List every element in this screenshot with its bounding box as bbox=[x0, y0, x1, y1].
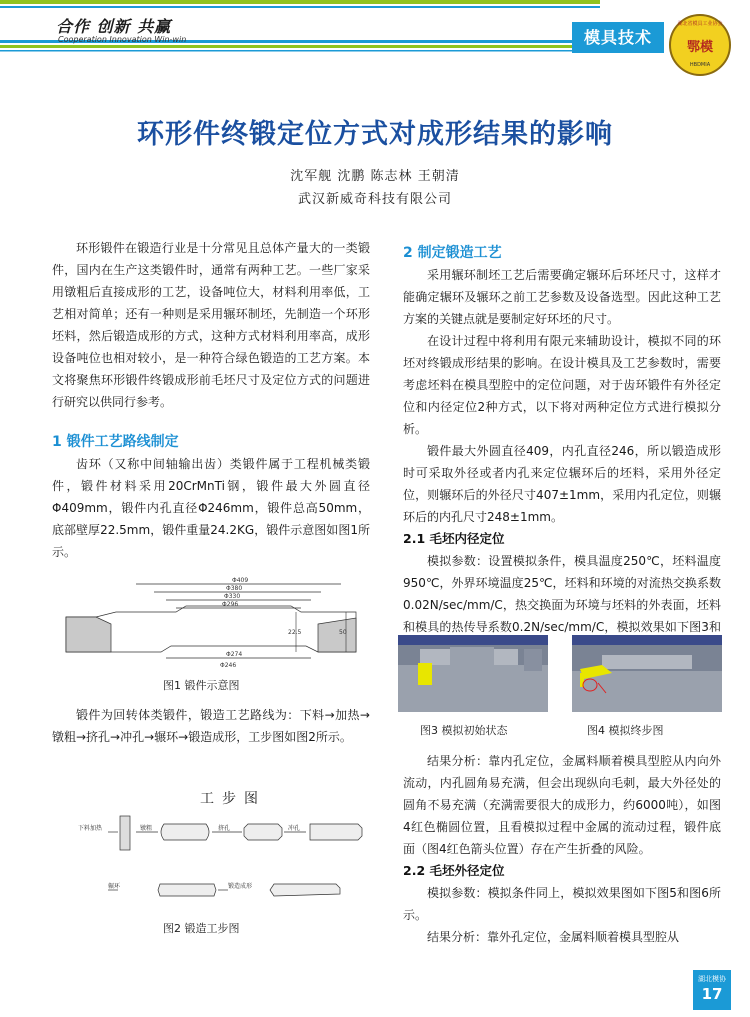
figure-3-simulation-initial bbox=[398, 635, 548, 712]
article-authors: 沈军舰 沈鹏 陈志林 王朝清 bbox=[290, 169, 460, 184]
fig1-dim-label: Φ274 bbox=[226, 651, 243, 658]
fig2-step-label: 辗环 bbox=[108, 883, 121, 890]
fig2-step-label: 冲孔 bbox=[288, 825, 301, 832]
logo-center-text: 鄂模 bbox=[686, 40, 713, 55]
fig1-dim-label: 22.5 bbox=[288, 629, 302, 636]
badge-label: 湖北模协 bbox=[698, 975, 726, 983]
slogan-cn: 合作 创新 共赢 bbox=[56, 17, 172, 36]
fig1-dim-label: Φ296 bbox=[222, 601, 239, 608]
figure-4-simulation-final bbox=[572, 635, 722, 712]
page-number: 17 bbox=[701, 985, 723, 1003]
section22-paragraph-2: 结果分析：靠外孔定位，金属料顺着模具型腔从 bbox=[427, 930, 680, 944]
figure-1-forging-drawing bbox=[56, 572, 368, 672]
logo-ring-text: 湖北省模具工业协会 bbox=[677, 21, 723, 27]
figure-3-caption: 图3 模拟初始状态 bbox=[420, 724, 508, 737]
figure-1-caption: 图1 锻件示意图 bbox=[163, 679, 240, 692]
section-heading-1: 1 锻件工艺路线制定 bbox=[52, 434, 179, 450]
left-column-top bbox=[52, 237, 370, 563]
fig2-step-label: 镦粗 bbox=[140, 825, 153, 832]
result-analysis-paragraph: 结果分析：靠内孔定位，金属料顺着模具型腔从内向外流动，内孔圆角易充满，但会出现纵向毛刺，最大外径处的圆角不易充满（充满需要很大的成形力，约6000吨），如图4红色椭圆位置，且看模拟过程中金属的流动过程，锻件底面（图4红色箭头位置）存在产生折叠的风险。 bbox=[403, 754, 721, 856]
section2-paragraph-1: 采用辗环制坯工艺后需要确定辗环后环坯尺寸，这样才能确定辗环及辗环之前工艺参数及设备选型。因此这种工艺方案的关键点就是要制定好环坯的尺寸。 bbox=[403, 268, 721, 326]
section21-paragraph: 模拟参数：设置模拟条件，模具温度250℃，坯料温度950℃，外界环境温度25℃，坯料和环境的对流热交换系数0.02N/sec/mm/C，热交换面为环境与坯料的外表面，坯料和模具的热传导系数0.2N/sec/mm/C，模拟效果如下图3和 bbox=[403, 554, 721, 634]
fig2-step-label: 锻造成形 bbox=[228, 883, 253, 890]
article-title: 环形件终锻定位方式对成形结果的影响 bbox=[137, 119, 613, 150]
figure-2-title: 工步图 bbox=[200, 791, 266, 807]
fig2-step-label: 挤孔 bbox=[218, 825, 231, 832]
slogan-en: Cooperation Innovation Win-win bbox=[58, 35, 187, 44]
association-logo bbox=[669, 14, 731, 76]
section1-paragraph: 齿环（又称中间轴输出齿）类锻件属于工程机械类锻件，锻件材料采用20CrMnTi钢，锻件最大外圆直径Φ409mm，锻件内孔直径Φ246mm，锻件总高50mm，底部壁厚22.5mm，锻件重量24.2KG，锻件示意图如图1所示。 bbox=[52, 457, 370, 559]
fig2-step-label: 下料加热 bbox=[78, 825, 103, 832]
intro-paragraph: 环形锻件在锻造行业是十分常见且总体产量大的一类锻件，国内在生产这类锻件时，通常有两种工艺。一些厂家采用镦粗后直接成形的工艺，设备吨位大，材料利用率低，工艺相对简单；还有一种则是采用辗环制坯，先制造一个环形坯料，然后锻造成形的方式，这种方式材料利用率高，成形设备吨位也相对较小，是一种符合绿色锻造的工艺方案。本文将聚焦环形锻件终锻成形前毛坯尺寸及定位方式的问题进行研究以供同行参考。 bbox=[52, 241, 370, 409]
section-heading-2-1: 2.1 毛坯内径定位 bbox=[403, 531, 505, 546]
fig1-dim-label: Φ380 bbox=[226, 585, 243, 592]
left-column-mid bbox=[52, 704, 370, 748]
article-affiliation: 武汉新威奇科技有限公司 bbox=[297, 192, 452, 207]
figure-4-caption: 图4 模拟终步图 bbox=[587, 724, 664, 737]
section-tab: 模具技术 bbox=[572, 22, 664, 53]
section22-paragraph: 模拟参数：模拟条件同上，模拟效果图如下图5和图6所示。 bbox=[403, 886, 721, 922]
fig1-dim-label: Φ246 bbox=[220, 662, 237, 669]
section2-paragraph-2: 在设计过程中将利用有限元来辅助设计，模拟不同的环坯对终锻成形结果的影响。在设计模具及工艺参数时，需要考虑坯料在模具型腔中的定位问题，对于齿环锻件有外径定位和内径定位2种方式，以下将对两种定位方式进行模拟分析。 bbox=[403, 334, 721, 436]
section-heading-2-2: 2.2 毛坯外径定位 bbox=[403, 863, 505, 878]
fig1-dim-label: Φ409 bbox=[232, 577, 249, 584]
fig1-dim-label: Φ330 bbox=[224, 593, 241, 600]
fig1-dim-label: 50 bbox=[339, 629, 347, 636]
right-column-bottom bbox=[403, 750, 721, 948]
figure-2-caption: 图2 锻造工步图 bbox=[163, 922, 240, 935]
page-number-badge bbox=[693, 970, 731, 1010]
section-heading-2: 2 制定锻造工艺 bbox=[403, 245, 502, 261]
figure-2-process-steps bbox=[78, 808, 378, 918]
logo-bottom-text: HBDMIA bbox=[689, 62, 711, 68]
section2-paragraph-3: 锻件最大外圆直径409，内孔直径246，所以锻造成形时可采取外径或者内孔来定位辗环后的坯料，采用外径定位，则辗环后的外径尺寸407±1mm，采用内孔定位，则辗环后的内孔尺寸248±1mm。 bbox=[403, 444, 721, 524]
right-column-top bbox=[403, 242, 721, 660]
process-route-paragraph: 锻件为回转体类锻件，锻造工艺路线为：下料→加热→镦粗→挤孔→冲孔→辗环→锻造成形，工步图如图2所示。 bbox=[52, 708, 370, 744]
